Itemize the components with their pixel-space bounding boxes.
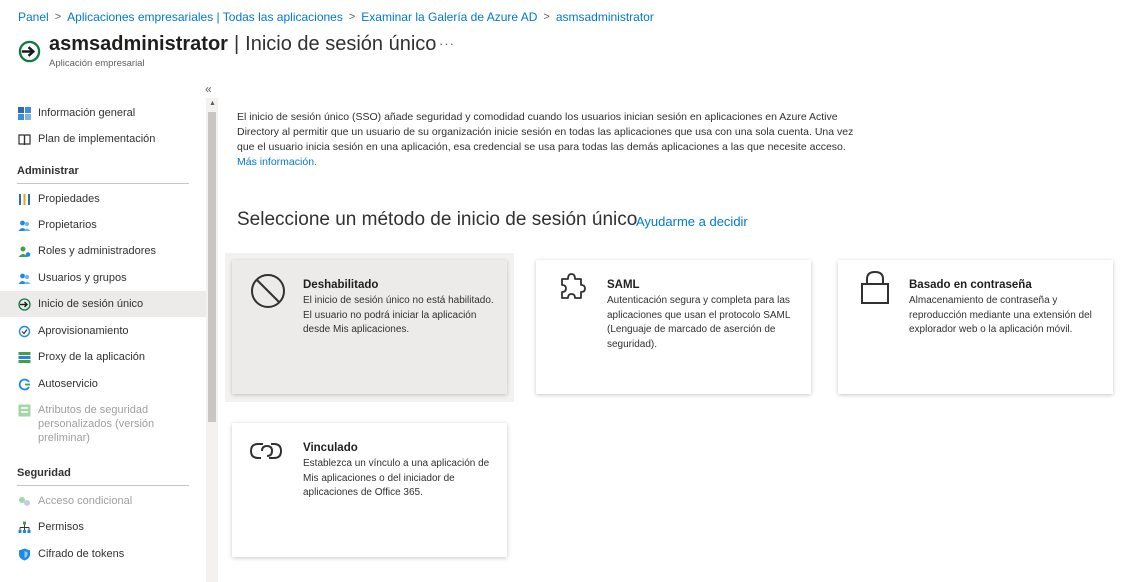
- sso-card-disabled[interactable]: [232, 260, 507, 394]
- permissions-icon: [18, 521, 31, 534]
- collapse-sidebar-button[interactable]: «: [205, 82, 212, 96]
- users-groups-icon: [18, 272, 31, 285]
- sso-intro-text: [237, 110, 862, 170]
- sidebar-item-label: Atributos de seguridad personalizados (versión preliminar): [38, 404, 155, 444]
- provisioning-icon: [18, 325, 31, 338]
- section-seguridad: Seguridad: [17, 467, 189, 486]
- card-description: Autenticación segura y completa para las aplicaciones que usan el protocolo SAML (Lenguaje de marcado de aserción de seguridad).: [607, 295, 791, 350]
- book-icon: [18, 133, 31, 146]
- breadcrumb-gallery[interactable]: Examinar la Galería de Azure AD: [361, 10, 538, 24]
- breadcrumb-enterprise-apps[interactable]: Aplicaciones empresariales | Todas las aplicaciones: [67, 10, 343, 24]
- sidebar-item-overview[interactable]: [0, 100, 206, 126]
- help-me-decide-link[interactable]: Ayudarme a decidir: [636, 214, 748, 229]
- sidebar-item-properties[interactable]: [0, 186, 206, 212]
- sidebar-item-sso[interactable]: [0, 291, 206, 317]
- more-info-link[interactable]: Más información.: [237, 156, 317, 168]
- overview-icon: [18, 107, 31, 120]
- lock-icon: [856, 268, 894, 306]
- disabled-circle-icon: [249, 272, 287, 310]
- blade-title: Inicio de sesión único: [245, 33, 437, 55]
- proxy-icon: [18, 351, 31, 364]
- enterprise-app-icon: [18, 40, 41, 63]
- card-description: El inicio de sesión único no está habilitado. El usuario no podrá iniciar la aplicación desde Mis aplicaciones.: [303, 295, 494, 335]
- sidebar-item-label: Información general: [38, 107, 136, 119]
- select-method-heading: Seleccione un método de inicio de sesión único: [237, 209, 638, 230]
- card-title: SAML: [607, 279, 640, 291]
- sidebar-item-label: Propiedades: [38, 193, 100, 205]
- sidebar-item-label: Propietarios: [38, 219, 97, 231]
- sidebar-item-label: Roles y administradores: [38, 245, 156, 257]
- sidebar-item-label: Autoservicio: [38, 378, 98, 390]
- breadcrumb-separator: >: [543, 11, 550, 23]
- sidebar-item-label: Cifrado de tokens: [38, 548, 125, 560]
- intro-text: El inicio de sesión único (SSO) añade seguridad y comodidad cuando los usuarios inician sesión en aplicaciones en Azure Active Directory al permitir que un usuario de su organización inicie sesión en todas las aplicaciones que usa con una sola cuenta. Una vez que el usuario inicia sesión en una aplicación, esa credencial se usa para todas las demás aplicaciones a las que necesite acceso.: [237, 111, 854, 153]
- sidebar-item-label: Aprovisionamiento: [38, 325, 129, 337]
- breadcrumb-app[interactable]: asmsadministrator: [555, 10, 654, 24]
- token-encryption-icon: [18, 548, 31, 561]
- sidebar-item-deployment-plan[interactable]: [0, 126, 206, 152]
- breadcrumb: [18, 10, 654, 24]
- scroll-up-arrow-icon[interactable]: ▲: [209, 100, 216, 107]
- sidebar-item-owners[interactable]: [0, 212, 206, 238]
- sidebar-item-users-groups[interactable]: [0, 265, 206, 291]
- sidebar-item-label: Inicio de sesión único: [38, 298, 144, 310]
- sidebar-item-conditional-access: [0, 488, 206, 514]
- sidebar-item-permissions[interactable]: [0, 514, 206, 540]
- security-attributes-icon: [18, 404, 31, 417]
- sso-card-saml[interactable]: [536, 260, 811, 394]
- card-title: Deshabilitado: [303, 279, 379, 291]
- roles-icon: [18, 245, 31, 258]
- more-options-button[interactable]: ···: [439, 36, 455, 51]
- breadcrumb-panel[interactable]: Panel: [18, 10, 49, 24]
- sso-icon: [18, 298, 31, 311]
- scrollbar-thumb[interactable]: [208, 112, 216, 422]
- breadcrumb-separator: >: [348, 11, 356, 23]
- page-subtitle: Aplicación empresarial: [49, 58, 145, 69]
- breadcrumb-separator: >: [54, 11, 62, 23]
- section-administrar: Administrar: [17, 165, 189, 184]
- sidebar-item-label: Acceso condicional: [38, 495, 133, 507]
- sidebar-scrollbar[interactable]: [206, 98, 218, 582]
- puzzle-icon: [554, 270, 592, 308]
- link-icon: [248, 433, 286, 471]
- sidebar: [0, 98, 206, 582]
- sidebar-item-provisioning[interactable]: [0, 318, 206, 344]
- card-title: Basado en contraseña: [909, 279, 1032, 291]
- sidebar-item-roles[interactable]: [0, 238, 206, 264]
- sso-card-linked[interactable]: [232, 423, 507, 557]
- page-title: [49, 33, 436, 56]
- conditional-access-icon: [18, 495, 31, 508]
- sidebar-item-label: Permisos: [38, 521, 84, 533]
- title-divider: |: [233, 33, 240, 55]
- self-service-icon: [18, 378, 31, 391]
- sso-card-password[interactable]: [838, 260, 1113, 394]
- sidebar-item-app-proxy[interactable]: [0, 344, 206, 370]
- sidebar-item-label: Proxy de la aplicación: [38, 351, 146, 363]
- sidebar-item-token-encryption[interactable]: [0, 541, 206, 567]
- properties-icon: [18, 193, 31, 206]
- sidebar-item-security-attributes: [0, 403, 206, 449]
- sidebar-item-label: Plan de implementación: [38, 133, 156, 145]
- sidebar-item-label: Usuarios y grupos: [38, 272, 127, 284]
- card-title: Vinculado: [303, 442, 358, 454]
- card-description: Establezca un vínculo a una aplicación de Mis aplicaciones o del iniciador de aplicaciones de Office 365.: [303, 458, 490, 498]
- card-description: Almacenamiento de contraseña y reproducción mediante una extensión del explorador web o la aplicación móvil.: [909, 295, 1092, 335]
- app-name: asmsadministrator: [49, 33, 228, 55]
- sidebar-item-self-service[interactable]: [0, 371, 206, 397]
- owners-icon: [18, 219, 31, 232]
